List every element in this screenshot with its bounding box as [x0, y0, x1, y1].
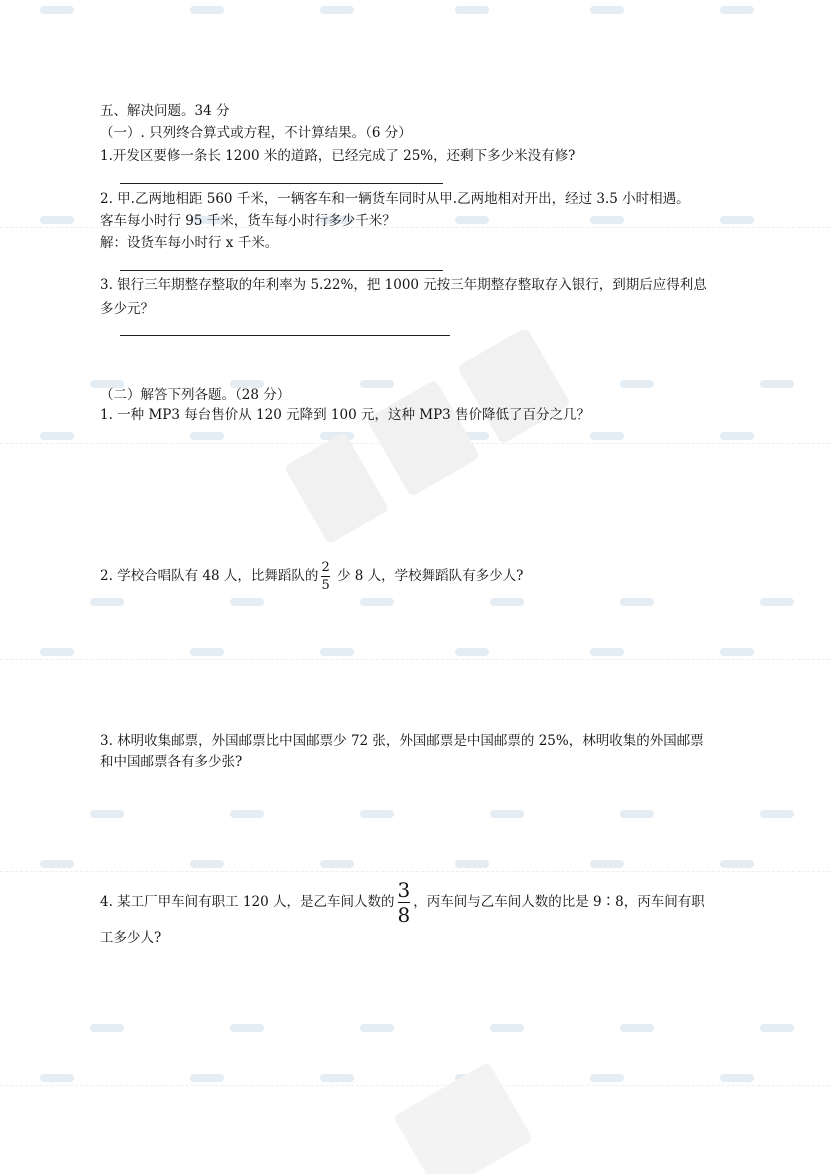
part1-question-3-line1: 3. 银行三年期整存整取的年利率为 5.22%，把 1000 元按三年期整存整取存入银行，到期后应得利息 — [100, 277, 707, 293]
answer-line — [120, 335, 450, 336]
part2-heading: （二）解答下列各题。（28 分） — [100, 387, 291, 403]
watermark-strip — [0, 598, 830, 610]
part1-question-3-line2: 多少元？ — [100, 301, 154, 317]
section-title: 五、解决问题。34 分 — [100, 103, 230, 119]
fraction — [321, 561, 329, 592]
answer-line — [120, 183, 443, 184]
part1-question-2-line1: 2. 甲.乙两地相距 560 千米，一辆客车和一辆货车同时从甲.乙两地相对开出，经过 3.5 小时相遇。 — [100, 191, 690, 207]
question-text: 2. 学校合唱队有 48 人，比舞蹈队的 — [100, 568, 319, 584]
answer-line — [120, 270, 443, 271]
part1-heading: （一）. 只列终合算式或方程，不计算结果。（6 分） — [100, 125, 412, 141]
part2-question-3-line1: 3. 林明收集邮票，外国邮票比中国邮票少 72 张，外国邮票是中国邮票的 25%，林明收集的外国邮票 — [100, 733, 704, 749]
part2-question-4-line2: 工多少人? — [100, 930, 162, 946]
part1-question-2-line3: 解：设货车每小时行 x 千米。 — [100, 235, 279, 251]
watermark-strip — [0, 648, 830, 660]
part2-question-4-line1 — [100, 880, 705, 925]
part1-question-2-line2: 客车每小时行 95 千米，货车每小时行多少千米？ — [100, 213, 396, 229]
watermark-strip — [0, 6, 830, 18]
watermark-graphic — [390, 1040, 550, 1174]
question-text: 少 8 人，学校舞蹈队有多少人? — [332, 568, 524, 584]
part2-question-2 — [100, 558, 523, 594]
watermark-graphic — [270, 330, 590, 550]
fraction-denominator: 8 — [397, 903, 411, 927]
part2-question-1: 1. 一种 MP3 每台售价从 120 元降到 100 元，这种 MP3 售价降低了百分之几？ — [100, 407, 591, 423]
watermark-strip — [0, 1024, 830, 1036]
fraction-denominator: 5 — [321, 578, 330, 593]
watermark-strip — [0, 860, 830, 872]
fraction-numerator: 2 — [321, 560, 330, 575]
fraction — [398, 880, 411, 925]
watermark-strip — [0, 810, 830, 822]
fraction-numerator: 3 — [397, 878, 411, 902]
part2-question-3-line2: 和中国邮票各有多少张? — [100, 754, 243, 770]
question-text: ，丙车间与乙车间人数的比是 9∶8，丙车间有职 — [413, 894, 705, 910]
part1-question-1: 1.开发区要修一条长 1200 米的道路，已经完成了 25%，还剩下多少米没有修? — [100, 148, 576, 164]
question-text: 4. 某工厂甲车间有职工 120 人，是乙车间人数的 — [100, 894, 395, 910]
